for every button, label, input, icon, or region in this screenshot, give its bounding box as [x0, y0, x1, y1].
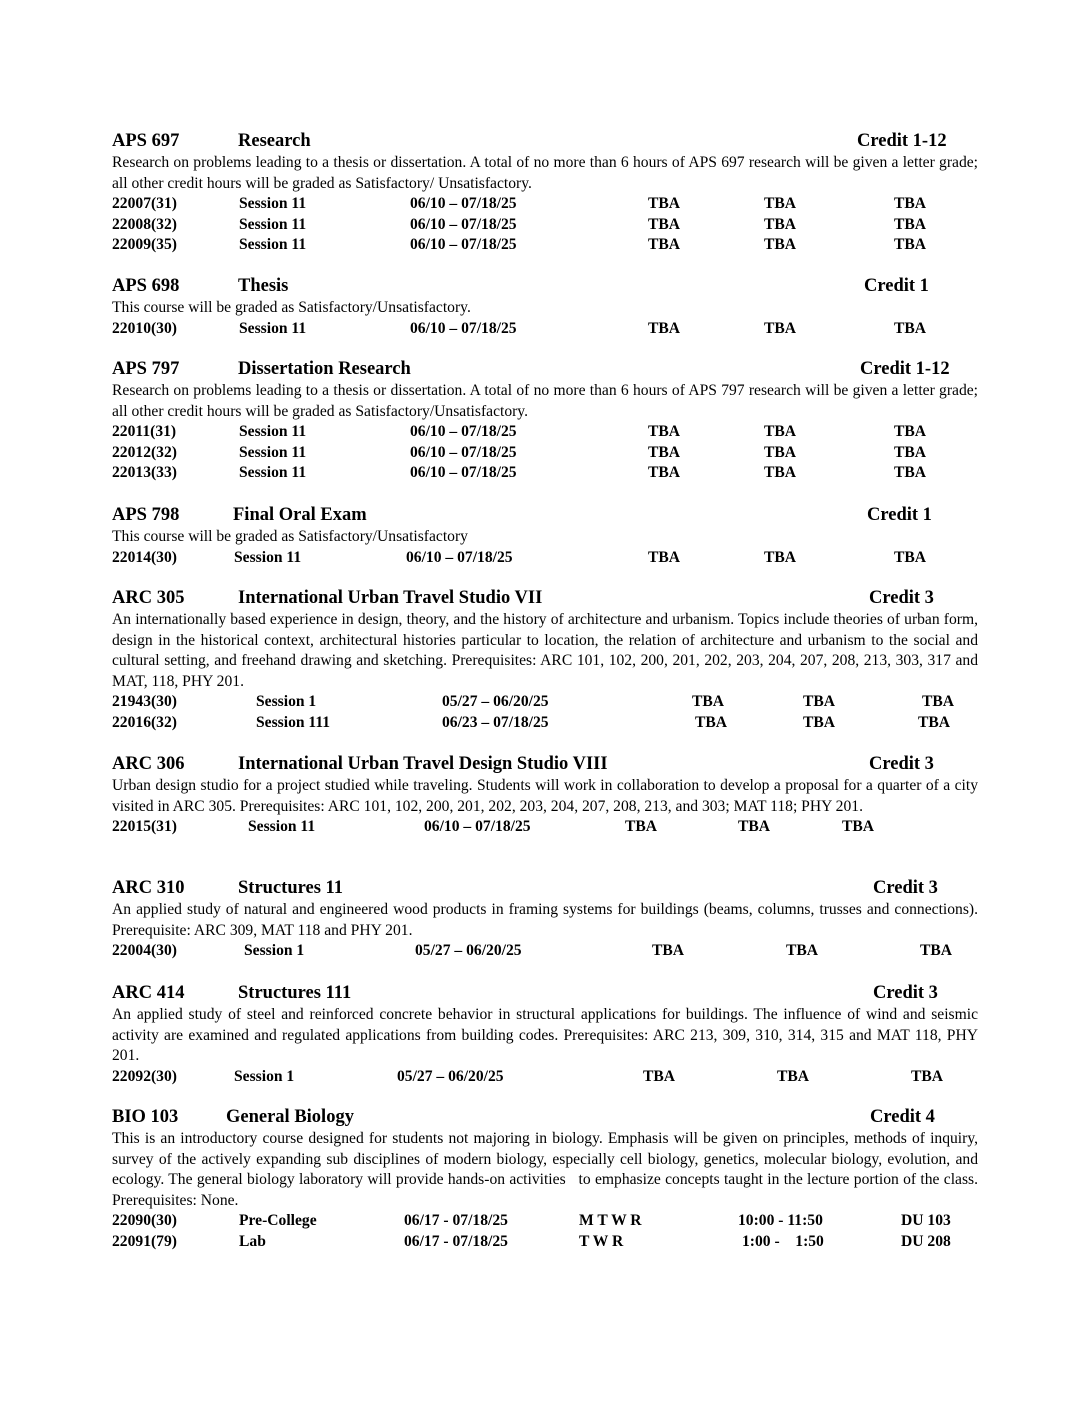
section-crn: 22008(32) [112, 215, 177, 233]
section-days: M T W R [579, 1212, 642, 1229]
course-code: ARC 414 [112, 983, 185, 1003]
section-time: TBA [764, 215, 797, 233]
section-days: TBA [648, 195, 681, 212]
section-row [112, 194, 978, 215]
section-time: TBA [764, 423, 797, 440]
section-time: TBA [803, 713, 836, 731]
section-crn: 22014(30) [112, 548, 177, 566]
course-credit: Credit 3 [869, 588, 934, 608]
course-title: General Biology [226, 1107, 354, 1127]
section-room: TBA [894, 548, 927, 566]
section-room: TBA [918, 713, 951, 731]
course-title: Dissertation Research [238, 359, 411, 379]
course-title: Thesis [238, 276, 289, 296]
course-arc-310 [112, 876, 978, 962]
section-session: Session 1 [256, 693, 317, 710]
course-aps-697 [112, 129, 978, 256]
course-code: BIO 103 [112, 1107, 179, 1127]
section-room: DU 208 [901, 1232, 951, 1250]
course-title: Research [238, 131, 311, 151]
course-code: ARC 310 [112, 878, 185, 898]
section-dates: 06/17 - 07/18/25 [404, 1232, 508, 1250]
section-crn: 22013(33) [112, 464, 177, 481]
course-title: Structures 11 [238, 878, 344, 898]
course-header [112, 357, 978, 381]
course-credit: Credit 3 [873, 983, 938, 1003]
section-days: TBA [648, 464, 681, 481]
section-row [112, 692, 978, 713]
course-code: APS 697 [112, 131, 180, 151]
course-bio-103 [112, 1105, 982, 1252]
section-time: TBA [764, 319, 797, 337]
section-time: TBA [764, 236, 797, 253]
section-days: TBA [695, 713, 728, 731]
course-credit: Credit 1 [867, 505, 932, 525]
course-header [112, 274, 978, 298]
course-arc-306 [112, 752, 978, 838]
section-dates: 06/10 – 07/18/25 [410, 195, 517, 212]
course-arc-414 [112, 981, 978, 1087]
section-dates: 06/10 – 07/18/25 [410, 215, 517, 233]
section-crn: 22091(79) [112, 1232, 177, 1250]
section-row [112, 548, 978, 569]
course-credit: Credit 1-12 [860, 359, 950, 379]
section-dates: 06/10 – 07/18/25 [410, 423, 517, 440]
course-credit: Credit 4 [870, 1107, 935, 1127]
section-row [112, 319, 978, 340]
course-credit: Credit 1-12 [857, 131, 947, 151]
section-crn: 22016(32) [112, 713, 177, 731]
course-description: This course will be graded as Satisfactory/Unsatisfactory [112, 528, 468, 545]
section-time: TBA [764, 195, 797, 212]
section-days: TBA [692, 693, 725, 710]
section-row [112, 443, 978, 464]
section-room: TBA [894, 319, 927, 337]
section-room: TBA [894, 215, 927, 233]
section-session: Session 11 [239, 464, 307, 481]
course-title: Structures 111 [238, 983, 352, 1003]
section-row [112, 1232, 978, 1253]
section-dates: 05/27 – 06/20/25 [397, 1067, 504, 1085]
section-dates: 06/23 – 07/18/25 [442, 713, 549, 731]
course-header [112, 503, 978, 527]
course-aps-698 [112, 274, 978, 339]
section-session: Session 1 [234, 1067, 295, 1085]
section-days: TBA [625, 818, 658, 835]
section-session: Session 11 [239, 443, 307, 461]
section-session: Session 11 [239, 195, 307, 212]
section-session: Session 1 [244, 942, 305, 959]
section-row [112, 422, 978, 443]
section-dates: 06/17 - 07/18/25 [404, 1212, 508, 1229]
section-crn: 22007(31) [112, 195, 177, 212]
section-dates: 06/10 – 07/18/25 [410, 236, 517, 253]
course-arc-305 [112, 586, 978, 733]
course-code: APS 798 [112, 505, 180, 525]
section-time: TBA [803, 693, 836, 710]
section-row [112, 1211, 978, 1232]
course-header [112, 752, 978, 776]
section-session: Session 11 [248, 818, 316, 835]
section-time: TBA [786, 942, 819, 959]
section-session: Session 11 [234, 548, 302, 566]
section-days: TBA [648, 236, 681, 253]
course-header [112, 876, 978, 900]
course-code: APS 698 [112, 276, 180, 296]
course-description: This course will be graded as Satisfactory/Unsatisfactory. [112, 299, 471, 316]
section-row [112, 235, 978, 256]
course-credit: Credit 3 [869, 754, 934, 774]
course-aps-798 [112, 503, 978, 568]
section-crn: 21943(30) [112, 693, 177, 710]
section-days: TBA [643, 1067, 676, 1085]
section-row [112, 463, 978, 484]
course-credit: Credit 1 [864, 276, 929, 296]
course-description: Research on problems leading to a thesis or dissertation. A total of no more than 6 hours of APS 697 research will be given a letter grade; all other credit hours will be graded as Satisfactory/ Unsatisfactory. [112, 154, 978, 192]
section-days: TBA [648, 443, 681, 461]
course-header [112, 129, 978, 153]
section-room: DU 103 [901, 1212, 951, 1229]
course-code: APS 797 [112, 359, 180, 379]
course-code: ARC 306 [112, 754, 185, 774]
section-time: TBA [764, 464, 797, 481]
section-time: TBA [738, 818, 771, 835]
section-time: 10:00 - 11:50 [738, 1212, 823, 1229]
course-header [112, 981, 978, 1005]
section-room: TBA [894, 443, 927, 461]
section-days: TBA [648, 423, 681, 440]
section-time: TBA [764, 548, 797, 566]
section-row [112, 941, 978, 962]
section-time: 1:00 - 1:50 [742, 1232, 824, 1250]
course-header [112, 586, 978, 610]
course-aps-797 [112, 357, 978, 484]
course-description: An applied study of steel and reinforced concrete behavior in structural applications for buildings. The influence of wind and seismic activity are examined and regulated applications from building codes. Prerequisites: ARC 213, 309, 310, 314, 315 and MAT 118, PHY 201. [112, 1006, 978, 1064]
section-dates: 06/10 – 07/18/25 [410, 319, 517, 337]
section-dates: 05/27 – 06/20/25 [415, 942, 522, 959]
course-header [112, 1105, 978, 1129]
section-days: T W R [579, 1232, 624, 1250]
section-session: Session 11 [239, 236, 307, 253]
course-description: An applied study of natural and engineered wood products in framing systems for buildings (beams, columns, trusses and connections). Prerequisite: ARC 309, MAT 118 and PHY 201. [112, 901, 978, 939]
section-crn: 22092(30) [112, 1067, 177, 1085]
course-description: Research on problems leading to a thesis or dissertation. A total of no more than 6 hours of APS 797 research will be given a letter grade; all other credit hours will be graded as Satisfactory/Unsatisfactory. [112, 382, 978, 420]
section-days: TBA [652, 942, 685, 959]
section-row [112, 1067, 978, 1088]
course-description: This is an introductory course designed for students not majoring in biology. Emphasis will be given on principles, methods of inquiry, survey of the actively expanding sub disciplines of modern biology, especially cell biology, genetics, molecular biology, evolution, and ecology. The general biology laboratory will provide hands-on activities to emphasize concepts taught in the lecture portion of the class. Prerequisites: None. [112, 1130, 982, 1209]
section-dates: 05/27 – 06/20/25 [442, 693, 549, 710]
section-session: Session 11 [239, 319, 307, 337]
section-session: Lab [239, 1232, 266, 1250]
section-time: TBA [764, 443, 797, 461]
course-title: International Urban Travel Studio VII [238, 588, 543, 608]
course-credit: Credit 3 [873, 878, 938, 898]
section-dates: 06/10 – 07/18/25 [406, 548, 513, 566]
section-days: TBA [648, 319, 681, 337]
section-crn: 22012(32) [112, 443, 177, 461]
section-dates: 06/10 – 07/18/25 [410, 464, 517, 481]
section-row [112, 713, 978, 734]
section-crn: 22004(30) [112, 942, 177, 959]
section-room: TBA [911, 1067, 944, 1085]
section-crn: 22011(31) [112, 423, 177, 440]
section-room: TBA [894, 195, 927, 212]
course-title: Final Oral Exam [233, 505, 367, 525]
section-session: Session 11 [239, 423, 307, 440]
section-session: Pre-College [239, 1212, 317, 1229]
section-row [112, 817, 978, 838]
section-days: TBA [648, 215, 681, 233]
section-room: TBA [842, 818, 875, 835]
course-code: ARC 305 [112, 588, 185, 608]
section-dates: 06/10 – 07/18/25 [424, 818, 531, 835]
section-dates: 06/10 – 07/18/25 [410, 443, 517, 461]
section-days: TBA [648, 548, 681, 566]
section-crn: 22090(30) [112, 1212, 177, 1229]
section-room: TBA [894, 236, 927, 253]
section-session: Session 11 [239, 215, 307, 233]
section-room: TBA [920, 942, 953, 959]
course-title: International Urban Travel Design Studio VIII [238, 754, 608, 774]
section-row [112, 215, 978, 236]
section-room: TBA [922, 693, 955, 710]
course-description: Urban design studio for a project studied while traveling. Students will work in collaboration to develop a proposal for a quarter of a city visited in ARC 305. Prerequisites: ARC 101, 102, 200, 201, 202, 203, 204, 207, 208, 213, and 303; MAT 118; PHY 201. [112, 777, 978, 815]
section-time: TBA [777, 1067, 810, 1085]
section-room: TBA [894, 423, 927, 440]
section-crn: 22009(35) [112, 236, 177, 253]
section-crn: 22015(31) [112, 818, 177, 835]
section-room: TBA [894, 464, 927, 481]
course-description: An internationally based experience in design, theory, and the history of architecture and urbanism. Topics include theories of urban form, design in the historical context, architectural histories particular to location, the relation of architecture and urbanism to the social and cultural setting, and freehand drawing and sketching. Prerequisites: ARC 101, 102, 200, 201, 202, 203, 204, 207, 208, 213, 303, 317 and MAT, 118, PHY 201. [112, 611, 978, 690]
section-crn: 22010(30) [112, 319, 177, 337]
section-session: Session 111 [256, 713, 331, 731]
